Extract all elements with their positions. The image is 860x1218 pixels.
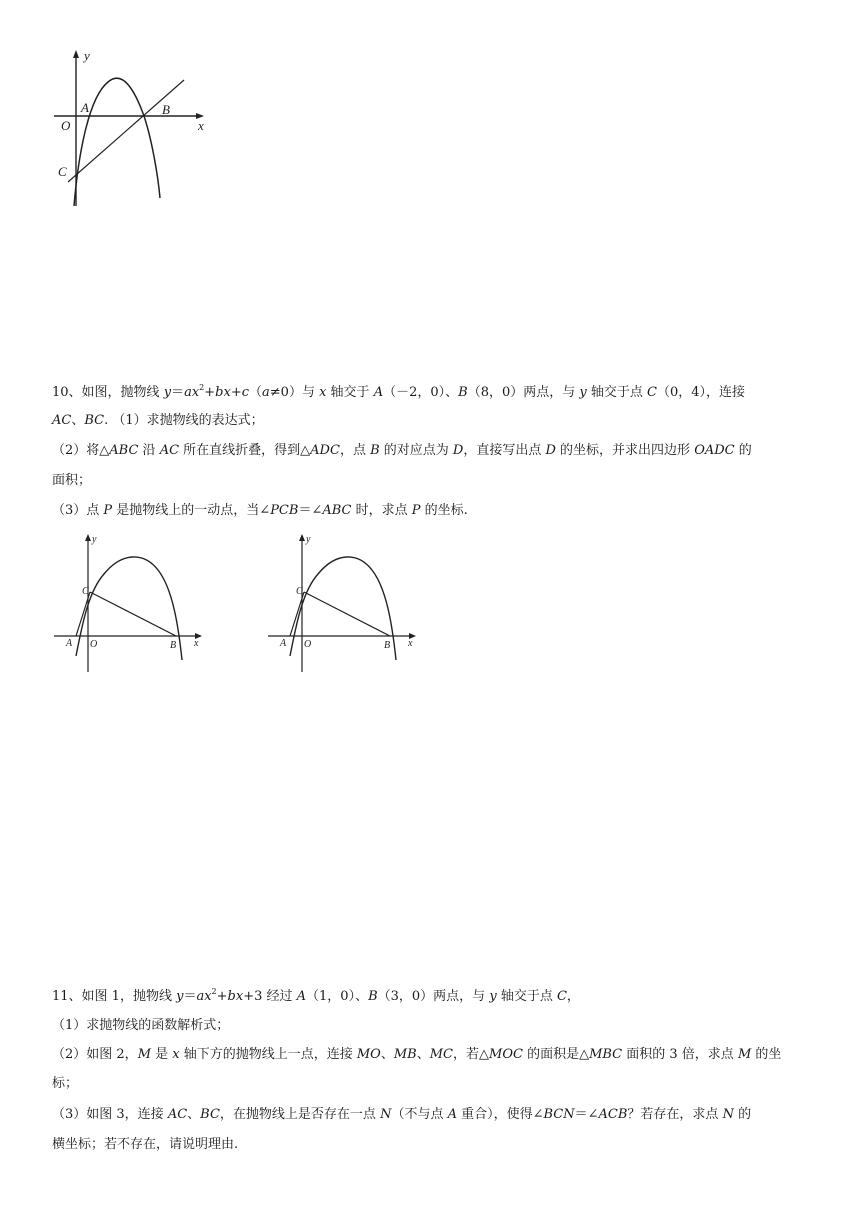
point-a-label: A [81, 100, 89, 115]
point-b-label: B [162, 102, 170, 117]
q11-line1: 11、如图 1，抛物线 $y=ax^2+bx+3$ 经过 A（1，0）、B（3，0）两点，与 y 轴交于点 C， [52, 987, 580, 1004]
q10-line1: 10、如图，抛物线 $y=ax^2+bx+c(a\ne 0)$与 x 轴交于 A（－2，0）、B（8，0）两点，与 y 轴交于点 C（0，4），连接 [52, 383, 745, 400]
point-c-label: C [296, 586, 303, 597]
origin-label: O [304, 639, 312, 650]
q11-line3: （2）如图 2，M 是 x 轴下方的抛物线上一点，连接 MO、MB、MC，若△MOC 的面积是△MBC 面积的 3 倍，求点 M 的坐 [52, 1047, 782, 1062]
origin-label: O [90, 639, 98, 650]
q11-line5: （3）如图 3，连接 AC、BC，在抛物线上是否存在一点 N（不与点 A 重合），使得∠BCN＝∠ACB？若存在，求点 N 的 [52, 1107, 752, 1122]
q11-line6: 横坐标；若不存在，请说明理由. [52, 1137, 239, 1152]
point-a-label: A [280, 638, 287, 649]
y-axis-label: y [92, 534, 97, 545]
q10-line5: （3）点 P 是抛物线上的一动点，当∠PCB＝∠ABC 时，求点 P 的坐标. [52, 503, 468, 518]
point-c-label: C [58, 164, 67, 179]
q10-line3: （2）将△ABC 沿 AC 所在直线折叠，得到△ADC，点 B 的对应点为 D，直接写出点 D 的坐标，并求出四边形 OADC 的 [52, 443, 752, 458]
point-b-label: B [170, 640, 177, 651]
x-axis-label: x [194, 638, 199, 649]
q10-figure-left [52, 530, 212, 675]
point-a-label: A [66, 638, 73, 649]
figure-top-parabola [52, 48, 222, 208]
q11-line4: 标； [52, 1076, 79, 1091]
point-b-label: B [384, 640, 391, 651]
x-axis-label: x [198, 118, 204, 133]
q10-figure-right [266, 530, 426, 675]
y-axis-label: y [84, 48, 90, 63]
point-c-label: C [82, 586, 89, 597]
x-axis-label: x [408, 638, 413, 649]
q11-line2: （1）求抛物线的函数解析式； [52, 1018, 230, 1033]
q10-line2: AC、BC. （1）求抛物线的表达式； [52, 413, 264, 428]
origin-label: O [61, 118, 71, 133]
y-axis-label: y [306, 534, 311, 545]
q10-line4: 面积； [52, 473, 92, 488]
